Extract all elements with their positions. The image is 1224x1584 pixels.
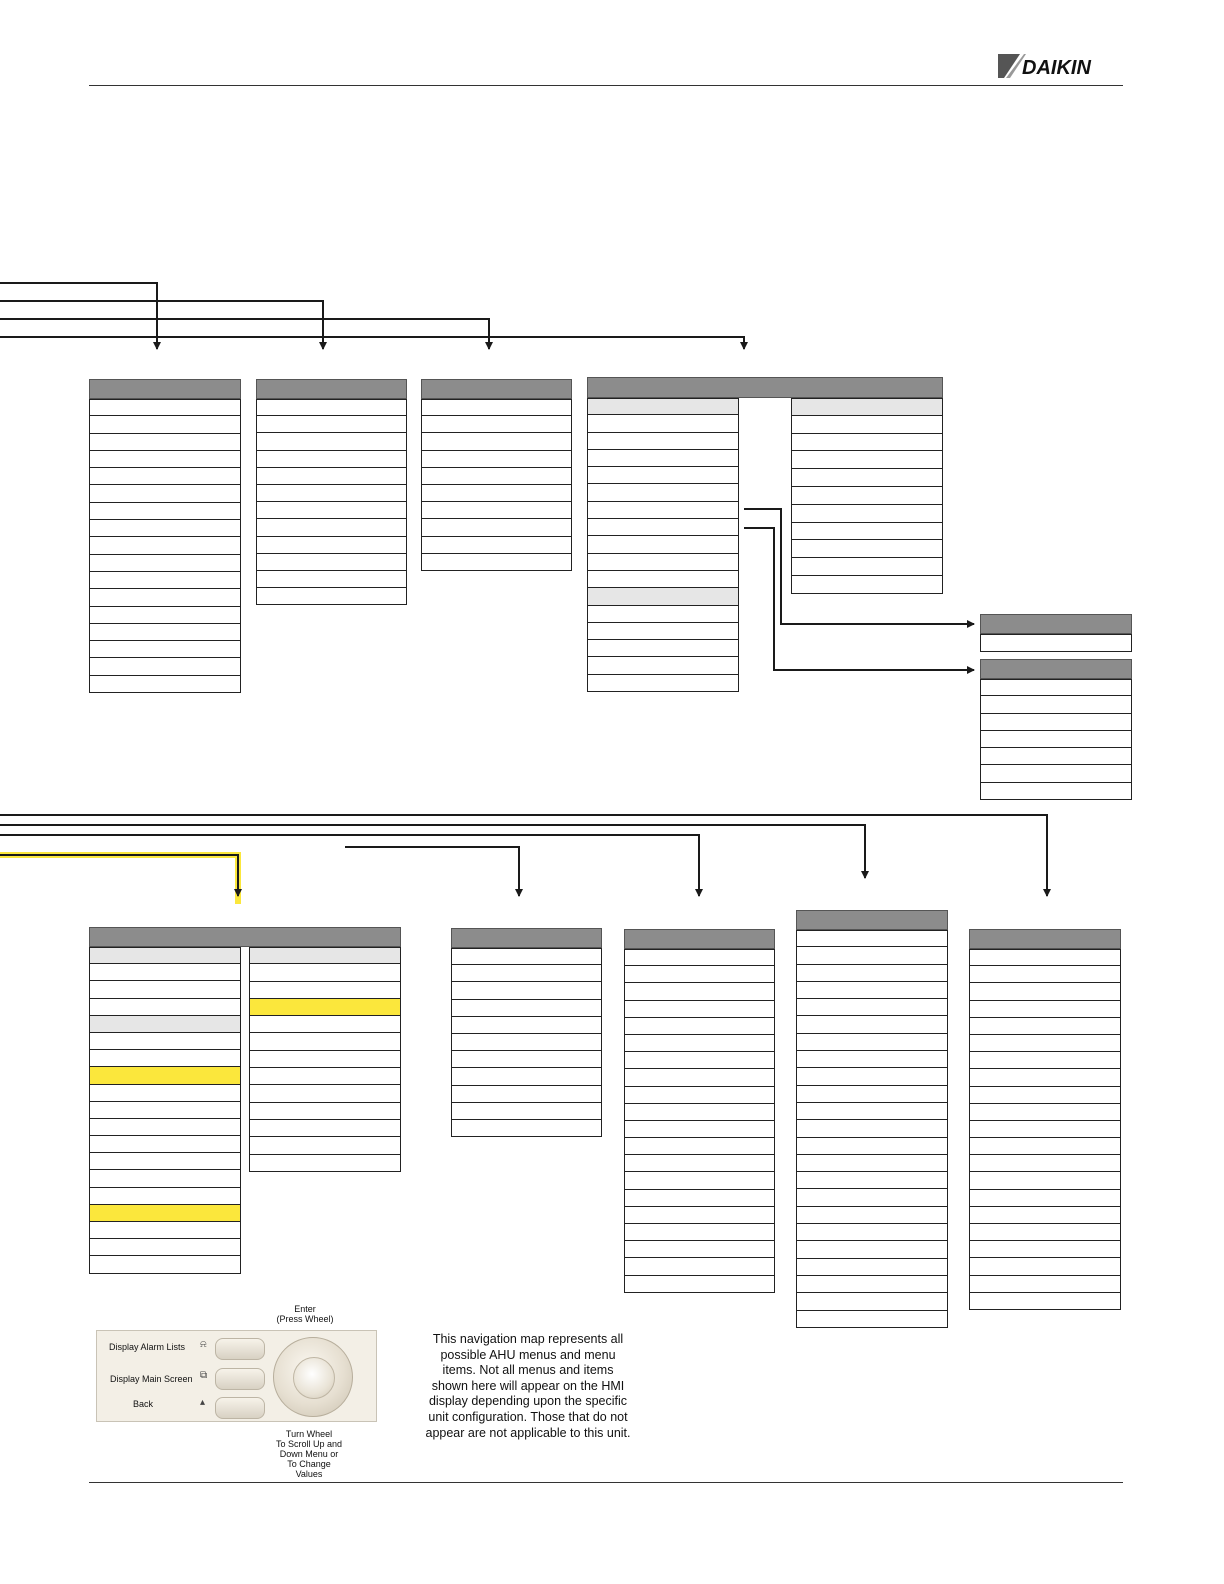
menu-box-j-header xyxy=(796,910,948,930)
menu-item xyxy=(587,657,739,674)
menu-item xyxy=(980,696,1132,713)
menu-item xyxy=(796,1120,948,1137)
menu-item xyxy=(969,1138,1121,1155)
menu-item xyxy=(980,714,1132,731)
menu-item xyxy=(624,1190,775,1207)
menu-item xyxy=(587,450,739,467)
menu-item xyxy=(89,964,241,981)
menu-item xyxy=(796,1276,948,1293)
menu-item xyxy=(421,519,572,536)
menu-item xyxy=(796,930,948,947)
menu-item xyxy=(89,1085,241,1102)
menu-item xyxy=(624,1121,775,1138)
menu-item xyxy=(421,399,572,416)
menu-item xyxy=(796,1086,948,1103)
menu-item xyxy=(89,434,241,451)
menu-item xyxy=(249,1103,401,1120)
menu-item xyxy=(980,679,1132,696)
menu-item xyxy=(624,966,775,983)
menu-item xyxy=(796,1103,948,1120)
menu-item xyxy=(969,1224,1121,1241)
menu-item xyxy=(796,1051,948,1068)
menu-item xyxy=(791,523,943,541)
menu-item xyxy=(969,1258,1121,1275)
menu-item xyxy=(249,964,401,981)
menu-item xyxy=(256,451,407,468)
menu-item xyxy=(969,1241,1121,1258)
menu-item xyxy=(89,485,241,502)
menu-item xyxy=(624,1018,775,1035)
menu-item xyxy=(249,1068,401,1085)
menu-item xyxy=(587,415,739,432)
menu-item xyxy=(451,1034,602,1051)
menu-box-g-right xyxy=(249,947,401,1172)
menu-item xyxy=(89,451,241,468)
menu-item xyxy=(256,571,407,588)
menu-item xyxy=(624,949,775,966)
menu-item xyxy=(791,451,943,469)
menu-box-h-header xyxy=(451,928,602,948)
brand-text: DAIKIN xyxy=(1022,57,1091,79)
menu-item xyxy=(451,1068,602,1085)
menu-item xyxy=(587,536,739,553)
menu-item xyxy=(451,948,602,965)
menu-item xyxy=(969,1276,1121,1293)
menu-item xyxy=(256,485,407,502)
menu-item xyxy=(587,623,739,640)
menu-item xyxy=(89,1136,241,1153)
menu-item xyxy=(791,558,943,576)
menu-item xyxy=(796,1207,948,1224)
main-screen-button[interactable] xyxy=(215,1368,265,1390)
menu-item xyxy=(256,519,407,536)
menu-item xyxy=(587,571,739,588)
menu-item xyxy=(89,1256,241,1273)
menu-subheader xyxy=(587,588,739,605)
menu-item xyxy=(451,982,602,999)
menu-item xyxy=(451,1017,602,1034)
menu-item xyxy=(256,468,407,485)
menu-item xyxy=(89,1050,241,1067)
menu-item xyxy=(624,1172,775,1189)
menu-item xyxy=(969,1207,1121,1224)
menu-item xyxy=(89,1102,241,1119)
menu-item xyxy=(89,520,241,537)
menu-item xyxy=(249,999,401,1016)
main-screen-label: Display Main Screen xyxy=(110,1374,193,1384)
bell-icon: ⍾ xyxy=(200,1339,207,1350)
menu-item xyxy=(421,468,572,485)
menu-item xyxy=(791,416,943,434)
menu-item xyxy=(624,1241,775,1258)
menu-item xyxy=(624,1035,775,1052)
menu-box-b-items xyxy=(256,399,407,605)
menu-item xyxy=(980,783,1132,800)
alarm-list-button[interactable] xyxy=(215,1338,265,1360)
menu-item xyxy=(89,981,241,998)
menu-item xyxy=(624,1207,775,1224)
menu-box-c-header xyxy=(421,379,572,399)
menu-item xyxy=(980,765,1132,782)
menu-box-a-items xyxy=(89,399,241,693)
menu-item xyxy=(624,1052,775,1069)
menu-item xyxy=(89,1153,241,1170)
menu-box-f-header xyxy=(980,659,1132,679)
menu-item xyxy=(969,1052,1121,1069)
connector-line xyxy=(0,337,744,349)
menu-item xyxy=(587,484,739,501)
menu-box-g-left xyxy=(89,947,241,1274)
menu-box-j-items xyxy=(796,930,948,1328)
back-label: Back xyxy=(133,1399,154,1409)
menu-item xyxy=(89,537,241,554)
menu-box-g-header xyxy=(89,927,401,947)
menu-item xyxy=(796,1016,948,1033)
menu-item xyxy=(89,589,241,606)
menu-item xyxy=(587,675,739,692)
menu-box-d-left xyxy=(587,398,739,692)
menu-item xyxy=(256,433,407,450)
connector-line xyxy=(345,847,519,896)
menu-item xyxy=(969,1172,1121,1189)
menu-box-k-header xyxy=(969,929,1121,949)
menu-box-b-header xyxy=(256,379,407,399)
menu-item xyxy=(256,537,407,554)
menu-item xyxy=(796,1311,948,1328)
menu-item xyxy=(421,502,572,519)
menu-item xyxy=(89,1188,241,1205)
connector-line xyxy=(0,835,699,896)
menu-item xyxy=(969,1069,1121,1086)
menu-box-d-header xyxy=(587,377,943,398)
menu-item xyxy=(89,1033,241,1050)
menu-item xyxy=(89,1119,241,1136)
menu-item xyxy=(256,554,407,571)
menu-item xyxy=(969,1155,1121,1172)
menu-item xyxy=(89,641,241,658)
menu-item xyxy=(791,487,943,505)
menu-item xyxy=(796,965,948,982)
menu-item xyxy=(89,555,241,572)
main-screen-icon: ⧉ xyxy=(200,1370,208,1381)
menu-item xyxy=(969,949,1121,966)
menu-subheader xyxy=(791,398,943,416)
menu-item xyxy=(89,999,241,1016)
menu-item xyxy=(796,947,948,964)
menu-item xyxy=(791,540,943,558)
menu-item xyxy=(980,634,1132,652)
wheel-caption: Turn Wheel To Scroll Up and Down Menu or To Change Values xyxy=(275,1429,343,1479)
menu-item xyxy=(421,451,572,468)
menu-item xyxy=(624,1138,775,1155)
back-arrow-icon: ▴ xyxy=(200,1397,206,1408)
menu-item xyxy=(587,519,739,536)
enter-knob[interactable] xyxy=(293,1357,335,1399)
menu-box-i-items xyxy=(624,949,775,1293)
menu-item xyxy=(796,999,948,1016)
menu-item xyxy=(89,676,241,693)
menu-item xyxy=(249,1137,401,1154)
menu-item xyxy=(791,434,943,452)
menu-item xyxy=(249,1051,401,1068)
menu-item xyxy=(421,537,572,554)
back-button[interactable] xyxy=(215,1397,265,1419)
menu-item xyxy=(791,505,943,523)
menu-item xyxy=(796,1224,948,1241)
menu-box-c-items xyxy=(421,399,572,571)
menu-item xyxy=(451,965,602,982)
menu-box-f-items xyxy=(980,679,1132,800)
menu-item xyxy=(451,1000,602,1017)
alarm-list-label: Display Alarm Lists xyxy=(109,1342,186,1352)
menu-item xyxy=(249,1120,401,1137)
menu-box-a-header xyxy=(89,379,241,399)
menu-item xyxy=(89,624,241,641)
menu-item xyxy=(89,1170,241,1187)
menu-item xyxy=(624,1224,775,1241)
menu-subheader xyxy=(89,947,241,964)
menu-box-e-items xyxy=(980,634,1132,652)
menu-item xyxy=(624,1276,775,1293)
navigation-note: This navigation map represents all possible AHU menus and menu items. Not all menus and items shown here will appear on the HMI display depending upon the specific unit configuration. Those that do not appear are not applicable to this unit. xyxy=(425,1332,631,1440)
menu-item xyxy=(89,607,241,624)
menu-item xyxy=(969,1035,1121,1052)
menu-item xyxy=(624,1104,775,1121)
menu-item xyxy=(969,1104,1121,1121)
menu-item xyxy=(256,399,407,416)
menu-item xyxy=(89,572,241,589)
menu-item xyxy=(796,1293,948,1310)
menu-item xyxy=(791,576,943,594)
menu-item xyxy=(89,1067,241,1084)
menu-item xyxy=(249,1016,401,1033)
menu-item xyxy=(796,1241,948,1258)
menu-item xyxy=(249,1155,401,1172)
menu-item xyxy=(89,658,241,675)
menu-item xyxy=(969,1190,1121,1207)
menu-item xyxy=(421,485,572,502)
menu-item xyxy=(256,502,407,519)
menu-item xyxy=(969,983,1121,1000)
menu-item xyxy=(421,554,572,571)
menu-item xyxy=(89,1239,241,1256)
connector-line xyxy=(0,319,489,349)
menu-item xyxy=(969,966,1121,983)
menu-item xyxy=(969,1293,1121,1310)
enter-caption: Enter (Press Wheel) xyxy=(276,1304,334,1324)
menu-item xyxy=(451,1103,602,1120)
menu-item xyxy=(451,1051,602,1068)
menu-item xyxy=(587,606,739,623)
menu-item xyxy=(451,1120,602,1137)
navigation-wheel[interactable] xyxy=(273,1337,353,1417)
menu-item xyxy=(587,433,739,450)
menu-item xyxy=(796,1138,948,1155)
menu-item xyxy=(89,1222,241,1239)
menu-item xyxy=(980,748,1132,765)
menu-item xyxy=(249,1033,401,1050)
menu-item xyxy=(969,1087,1121,1104)
menu-subheader xyxy=(249,947,401,964)
menu-item xyxy=(796,1189,948,1206)
menu-item xyxy=(969,1018,1121,1035)
menu-item xyxy=(624,1155,775,1172)
menu-subheader xyxy=(89,1016,241,1033)
menu-item xyxy=(421,433,572,450)
menu-item xyxy=(89,416,241,433)
menu-item xyxy=(969,1121,1121,1138)
menu-item xyxy=(421,416,572,433)
menu-item xyxy=(587,554,739,571)
menu-item xyxy=(624,983,775,1000)
menu-item xyxy=(796,1172,948,1189)
menu-item xyxy=(451,1086,602,1103)
menu-item xyxy=(587,502,739,519)
menu-box-e-header xyxy=(980,614,1132,634)
menu-item xyxy=(980,731,1132,748)
menu-item xyxy=(249,982,401,999)
menu-item xyxy=(89,468,241,485)
menu-item xyxy=(256,588,407,605)
menu-box-k-items xyxy=(969,949,1121,1310)
menu-item xyxy=(796,1068,948,1085)
connector-line xyxy=(0,301,323,349)
menu-item xyxy=(624,1258,775,1275)
menu-item xyxy=(89,503,241,520)
menu-item xyxy=(624,1001,775,1018)
menu-item xyxy=(796,1155,948,1172)
menu-box-h-items xyxy=(451,948,602,1137)
menu-item xyxy=(89,1205,241,1222)
menu-item xyxy=(624,1069,775,1086)
connector-line xyxy=(0,283,157,349)
menu-item xyxy=(89,399,241,416)
menu-item xyxy=(796,982,948,999)
menu-box-i-header xyxy=(624,929,775,949)
menu-item xyxy=(587,467,739,484)
keypad-panel xyxy=(96,1330,377,1422)
menu-item xyxy=(796,1034,948,1051)
menu-box-d-right xyxy=(791,398,943,594)
highlighted-connector xyxy=(0,855,238,904)
menu-item xyxy=(624,1087,775,1104)
menu-item xyxy=(796,1259,948,1276)
highlighted-connector xyxy=(0,855,238,896)
menu-item xyxy=(249,1085,401,1102)
menu-item xyxy=(791,469,943,487)
menu-subheader xyxy=(587,398,739,415)
menu-item xyxy=(587,640,739,657)
connector-line xyxy=(0,825,865,878)
menu-item xyxy=(969,1001,1121,1018)
menu-item xyxy=(256,416,407,433)
